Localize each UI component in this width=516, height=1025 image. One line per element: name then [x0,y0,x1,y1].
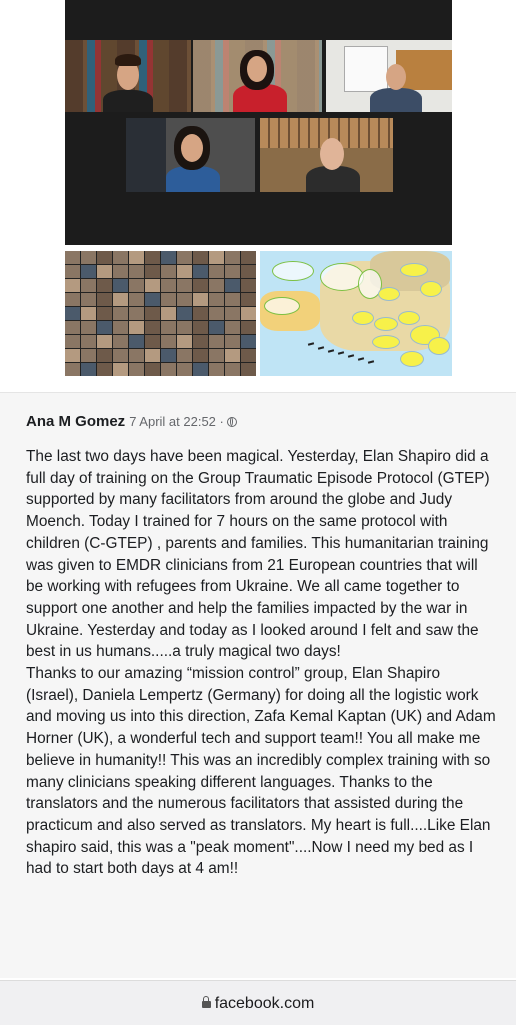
zoom-call-screenshot[interactable] [65,0,452,245]
separator: · [219,414,224,429]
video-tile [260,118,393,192]
facebook-post [0,393,516,978]
europe-map-photo[interactable] [260,251,452,376]
post-author[interactable]: Ana M Gomez [26,413,126,430]
url-display[interactable] [0,995,516,1013]
post-paragraph: The last two days have been magical. Yesterday, Elan Shapiro did a full day of training on the Group Traumatic Episode Protocol (GTEP) supported by many facilitators from around the globe and Judy Moench. Today I trained for 7 hours on the same protocol with children (C-GTEP) , parents and families. This humanitarian training was given to EMDR clinicians from 21 European countries that will be working with refugees from Ukraine. We all came together to support one another and help the families impacted by the war in Ukraine. Yesterday and today as I looked around I felt and saw the best in us humans.....a truly magical two days! [26,448,490,661]
post-header [26,413,237,430]
video-tile [326,40,452,112]
zoom-gallery-photo[interactable] [65,251,256,376]
post-date[interactable]: 7 April at 22:52 [129,414,216,429]
video-tile [193,40,322,112]
lock-icon [202,1001,211,1008]
post-timestamp[interactable] [129,414,224,429]
video-tile [126,118,255,192]
post-paragraph: Thanks to our amazing “mission control” group, Elan Shapiro (Israel), Daniela Lempertz (Germany) for doing all the logistic work and moving us into this direction, Zafa Kemal Kaptan (UK) and Adam Horner (UK), a wonderful tech and support team!! You all make me believe in humanity!! This was an incredibly complex training with so many clinicians speaking different languages. Thanks to the translators and the numerous facilitators that assisted during the practicum and also served as translators. My heart is full....Like Elan shapiro said, this was a "peak moment"....Now I need my bed as I had to start both days at 4 am!! [26,665,496,878]
post-text [26,446,496,880]
globe-icon [227,417,237,427]
url-text: facebook.com [214,995,315,1012]
post-photo-collage[interactable] [0,0,516,390]
video-tile [65,40,191,112]
browser-address-bar[interactable] [0,980,516,1025]
